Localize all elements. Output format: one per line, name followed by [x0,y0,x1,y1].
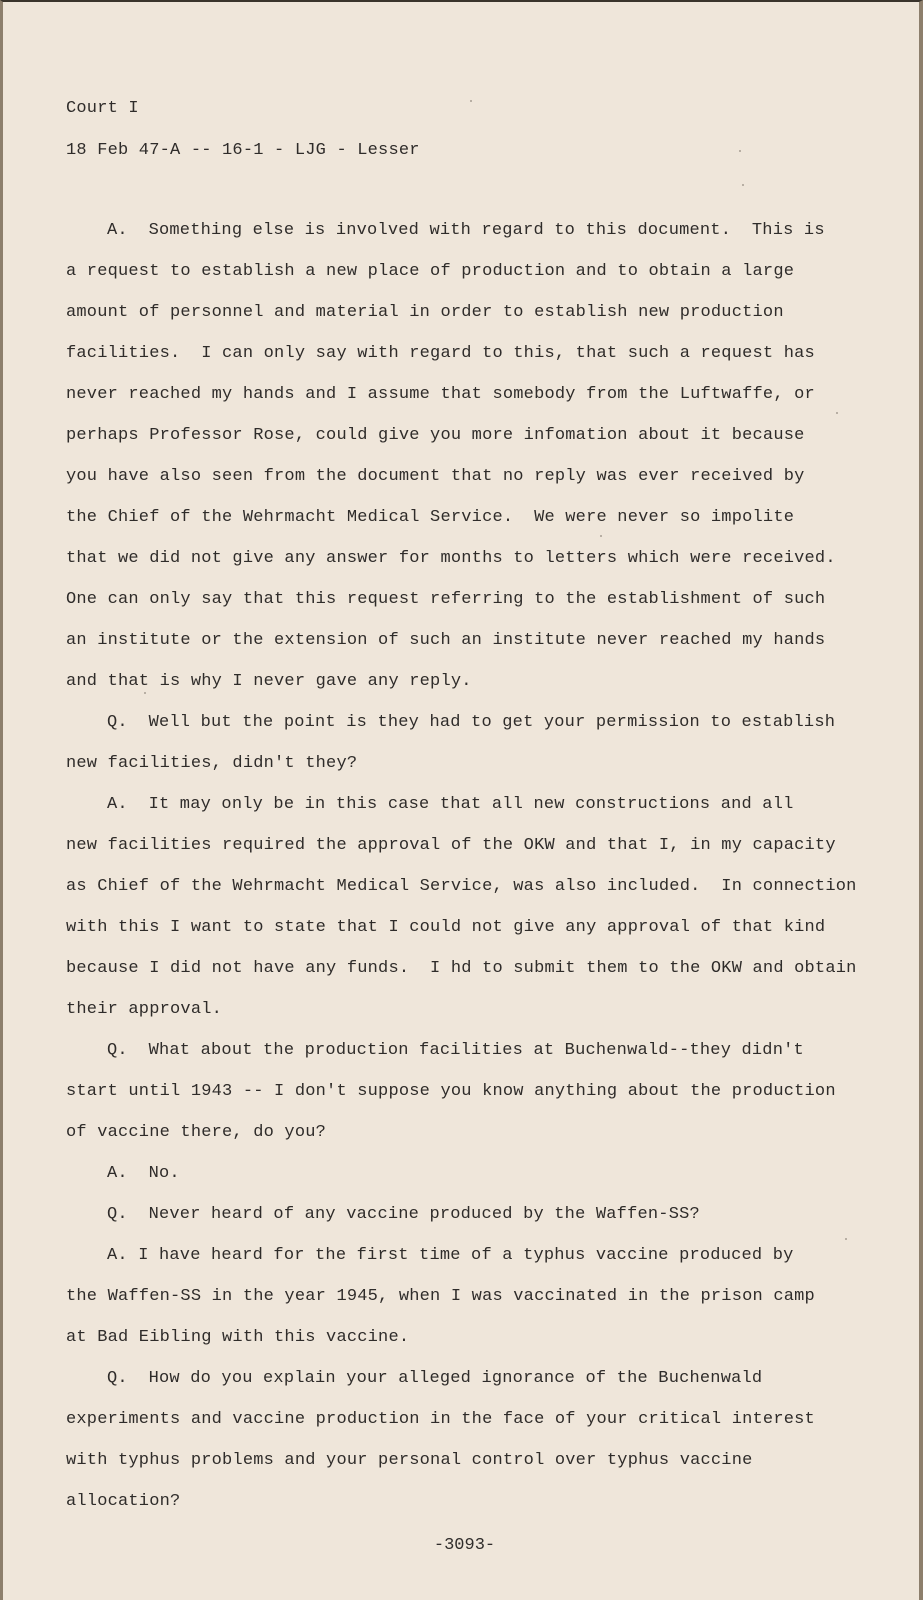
transcript-line: A. Something else is involved with regard to this document. This is [107,221,825,240]
transcript-line: never reached my hands and I assume that somebody from the Luftwaffe, or [66,385,815,404]
paper-speck [845,1238,847,1240]
transcript-line: A. I have heard for the first time of a typhus vaccine produced by [107,1246,794,1265]
page-number: -3093- [433,1536,496,1555]
transcript-line: A. No. [107,1164,180,1183]
transcript-line: of vaccine there, do you? [66,1123,327,1142]
paper-speck [600,535,602,537]
transcript-line: and that is why I never gave any reply. [66,672,472,691]
transcript-line: new facilities, didn't they? [66,754,358,773]
transcript-line: experiments and vaccine production in the face of your critical interest [66,1410,815,1429]
court-label: Court I [66,99,139,118]
transcript-line: new facilities required the approval of the OKW and that I, in my capacity [66,836,836,855]
transcript-line: the Waffen-SS in the year 1945, when I was vaccinated in the prison camp [66,1287,815,1306]
transcript-line: One can only say that this request referring to the establishment of such [66,590,826,609]
transcript-line: you have also seen from the document that no reply was ever received by [66,467,805,486]
document-reference: 18 Feb 47-A -- 16-1 - LJG - Lesser [66,141,420,160]
transcript-line: A. It may only be in this case that all new constructions and all [107,795,794,814]
transcript-line: Q. What about the production facilities at Buchenwald--they didn't [107,1041,804,1060]
paper-speck [144,692,146,694]
paper-speck [739,150,741,152]
transcript-line: their approval. [66,1000,223,1019]
transcript-line: perhaps Professor Rose, could give you more infomation about it because [66,426,805,445]
paper-speck [470,100,472,102]
transcript-line: amount of personnel and material in order to establish new production [66,303,784,322]
transcript-line: with this I want to state that I could not give any approval of that kind [66,918,826,937]
transcript-line: Q. Never heard of any vaccine produced by the Waffen-SS? [107,1205,700,1224]
paper-speck [742,184,744,186]
transcript-line: with typhus problems and your personal control over typhus vaccine [66,1451,753,1470]
paper-speck [836,412,838,414]
transcript-line: facilities. I can only say with regard to this, that such a request has [66,344,815,363]
transcript-line: the Chief of the Wehrmacht Medical Service. We were never so impolite [66,508,795,527]
transcript-line: an institute or the extension of such an institute never reached my hands [66,631,826,650]
transcript-line: Q. How do you explain your alleged ignorance of the Buchenwald [107,1369,763,1388]
transcript-line: because I did not have any funds. I hd to submit them to the OKW and obtain [66,959,857,978]
transcript-line: allocation? [66,1492,181,1511]
transcript-line: as Chief of the Wehrmacht Medical Service, was also included. In connection [66,877,857,896]
transcript-line: Q. Well but the point is they had to get your permission to establish [107,713,836,732]
transcript-line: that we did not give any answer for months to letters which were received. [66,549,836,568]
transcript-line: start until 1943 -- I don't suppose you know anything about the production [66,1082,836,1101]
transcript-line: a request to establish a new place of production and to obtain a large [66,262,795,281]
transcript-line: at Bad Eibling with this vaccine. [66,1328,410,1347]
